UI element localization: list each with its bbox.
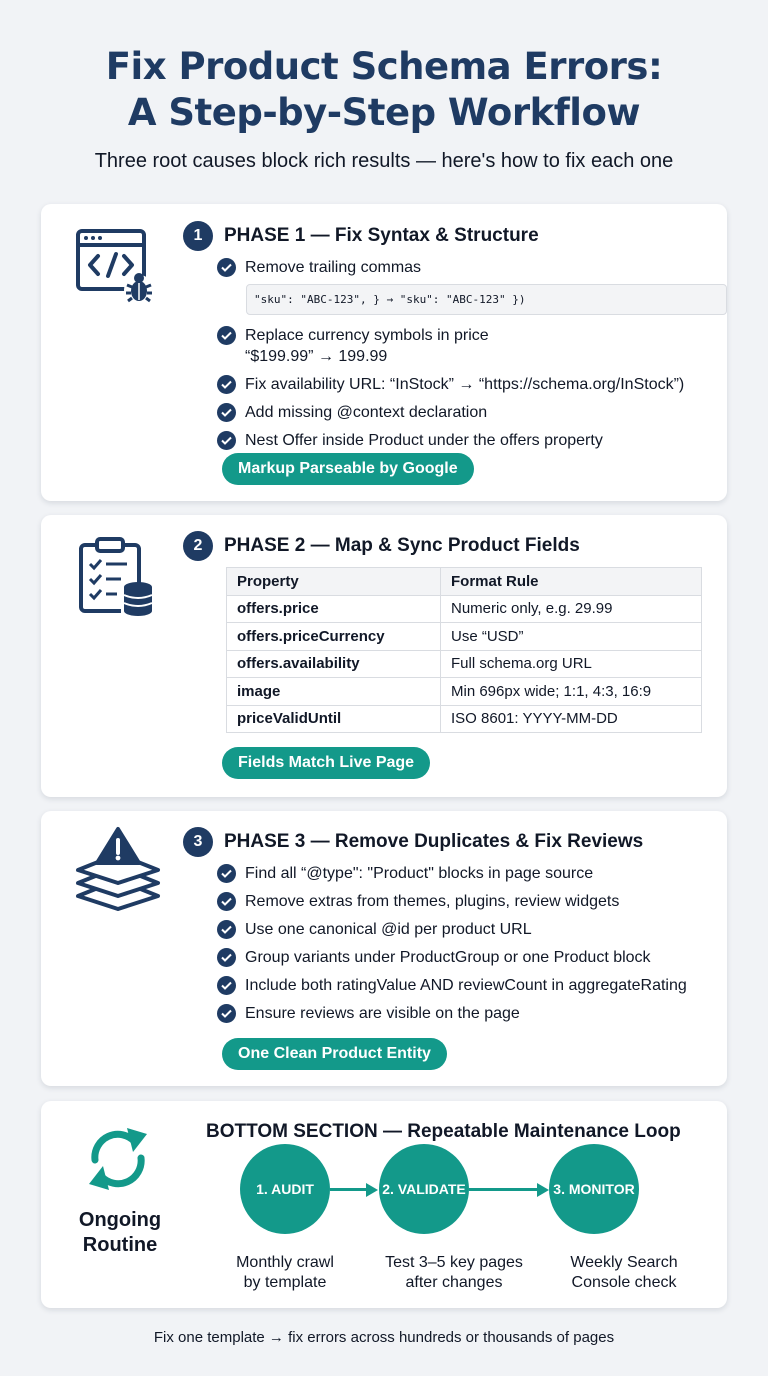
check-icon [217, 431, 236, 450]
phase-2-outcome-badge: Fields Match Live Page [222, 747, 430, 779]
property-cell: priceValidUntil [227, 705, 441, 733]
check-text-group [245, 325, 489, 367]
check-icon [217, 326, 236, 345]
list-item [217, 1003, 687, 1024]
table-row [227, 650, 702, 678]
column-header: Format Rule [441, 568, 702, 596]
table-header-row [227, 568, 702, 596]
ongoing-line-1: Ongoing [78, 1209, 162, 1231]
check-text: Remove trailing commas [245, 259, 422, 276]
table-row [227, 595, 702, 623]
phase-2-card [41, 515, 727, 797]
format-rule-cell: Min 696px wide; 1:1, 4:3, 16:9 [441, 678, 702, 706]
field-mapping-table [226, 567, 702, 733]
step-monitor: 3. MONITOR [549, 1144, 639, 1234]
list-item [217, 947, 687, 968]
check-text: Include both ratingValue AND reviewCount in aggregateRating [245, 977, 687, 994]
footer-note: Fix one template → fix errors across hundreds or thousands of pages [153, 1329, 615, 1346]
check-text: Remove extras from themes, plugins, review widgets [245, 893, 620, 910]
step-audit-description [200, 1253, 370, 1293]
check-text: Fix availability URL: “InStock” → “https://schema.org/InStock”) [245, 376, 685, 393]
warning-layers-icon [75, 825, 161, 916]
phase-3-checklist [217, 863, 687, 1024]
clipboard-checklist-database-icon [75, 535, 161, 622]
table-row [227, 705, 702, 733]
list-item [217, 402, 727, 423]
step-desc-line: Weekly Search [570, 1254, 678, 1271]
format-rule-cell: ISO 8601: YYYY-MM-DD [441, 705, 702, 733]
phase-3-outcome-badge: One Clean Product Entity [222, 1038, 447, 1070]
property-cell: image [227, 678, 441, 706]
list-item [217, 257, 727, 315]
list-item [217, 325, 727, 367]
ongoing-routine-label [61, 1208, 179, 1258]
list-item [217, 919, 687, 940]
step-desc-line: after changes [405, 1274, 503, 1291]
check-text: Nest Offer inside Product under the offers property [245, 432, 603, 449]
check-text: Ensure reviews are visible on the page [245, 1005, 520, 1022]
format-rule-cell: Full schema.org URL [441, 650, 702, 678]
check-text: Replace currency symbols in price [245, 327, 489, 344]
phase-3-header [183, 827, 643, 857]
property-cell: offers.availability [227, 650, 441, 678]
list-item [217, 863, 687, 884]
phase-1-card [41, 204, 727, 501]
step-desc-line: Test 3–5 key pages [385, 1254, 523, 1271]
step-desc-line: Console check [571, 1274, 677, 1291]
phase-1-header [183, 221, 539, 251]
page-subtitle: Three root causes block rich results — here's how to fix each one [94, 150, 674, 172]
list-item [217, 374, 727, 395]
title-line-2: A Step-by-Step Workflow [127, 91, 641, 134]
check-icon [217, 892, 236, 911]
phase-2-title: PHASE 2 — Map & Sync Product Fields [224, 535, 580, 556]
check-icon [217, 1004, 236, 1023]
property-cell: offers.priceCurrency [227, 623, 441, 651]
table-row [227, 678, 702, 706]
check-text: Group variants under ProductGroup or one Product block [245, 949, 651, 966]
check-text: Use one canonical @id per product URL [245, 921, 532, 938]
check-icon [217, 976, 236, 995]
property-cell: offers.price [227, 595, 441, 623]
format-rule-cell: Use “USD” [441, 623, 702, 651]
phase-3-number: 3 [183, 827, 213, 857]
phase-1-outcome-badge: Markup Parseable by Google [222, 453, 474, 485]
code-window-bug-icon [75, 228, 161, 313]
code-example-text: "sku": "ABC-123", } → "sku": "ABC-123" }) [254, 293, 526, 306]
check-text: Add missing @context declaration [245, 404, 488, 421]
list-item [217, 891, 687, 912]
arrow-right-icon [330, 1185, 378, 1195]
format-rule-cell: Numeric only, e.g. 29.99 [441, 595, 702, 623]
maintenance-loop-card [41, 1101, 727, 1308]
column-header: Property [227, 568, 441, 596]
list-item [217, 430, 727, 451]
check-icon [217, 920, 236, 939]
phase-3-card [41, 811, 727, 1086]
step-validate-description [369, 1253, 539, 1293]
title-line-1: Fix Product Schema Errors: [105, 45, 663, 88]
maintenance-loop-title: BOTTOM SECTION — Repeatable Maintenance Loop [206, 1121, 681, 1142]
code-example [246, 284, 727, 315]
page-title [0, 44, 768, 136]
ongoing-line-2: Routine [82, 1234, 158, 1256]
check-icon [217, 403, 236, 422]
step-desc-line: Monthly crawl [236, 1254, 334, 1271]
phase-1-checklist [217, 257, 727, 451]
step-audit: 1. AUDIT [240, 1144, 330, 1234]
step-desc-line: by template [243, 1274, 327, 1291]
check-subtext: “$199.99” → 199.99 [245, 348, 388, 365]
list-item [217, 975, 687, 996]
check-text: Find all “@type": "Product" blocks in page source [245, 865, 594, 882]
phase-1-number: 1 [183, 221, 213, 251]
refresh-cycle-icon [83, 1124, 153, 1199]
step-monitor-description [539, 1253, 709, 1293]
phase-2-number: 2 [183, 531, 213, 561]
check-icon [217, 258, 236, 277]
arrow-right-icon [469, 1185, 549, 1195]
check-icon [217, 948, 236, 967]
step-validate: 2. VALIDATE [379, 1144, 469, 1234]
table-row [227, 623, 702, 651]
check-icon [217, 864, 236, 883]
phase-2-header [183, 531, 580, 561]
phase-1-title: PHASE 1 — Fix Syntax & Structure [224, 225, 539, 246]
phase-3-title: PHASE 3 — Remove Duplicates & Fix Reviews [224, 831, 644, 852]
check-icon [217, 375, 236, 394]
